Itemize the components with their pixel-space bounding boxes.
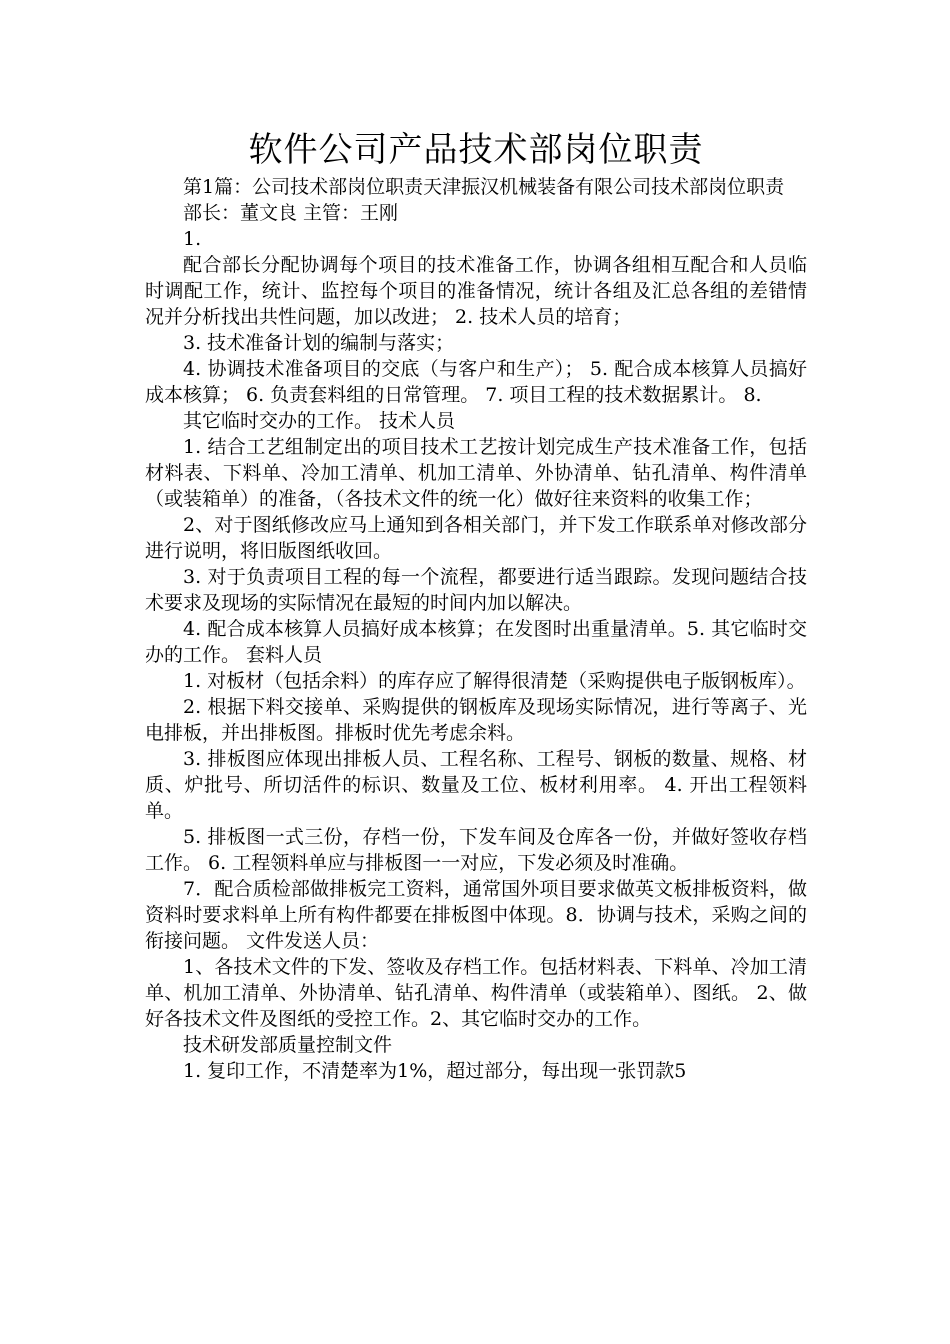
paragraph: 2. 根据下料交接单、采购提供的钢板库及现场实际情况，进行等离子、光电排板，并出排板图。排板时优先考虑余料。 — [145, 696, 807, 744]
paragraph: 技术研发部质量控制文件 — [183, 1034, 393, 1056]
paragraph: 2、对于图纸修改应马上通知到各相关部门，并下发工作联系单对修改部分进行说明，将旧版图纸收回。 — [145, 514, 807, 562]
paragraph: 1、各技术文件的下发、签收及存档工作。包括材料表、下料单、冷加工清单、机加工清单、外协清单、钻孔清单、构件清单（或装箱单）、图纸。 2、做好各技术文件及图纸的受控工作。2、其它临时交办的工作。 — [145, 956, 807, 1030]
paragraph: 1. 结合工艺组制定出的项目技术工艺按计划完成生产技术准备工作，包括材料表、下料单、冷加工清单、机加工清单、外协清单、钻孔清单、构件清单（或装箱单）的准备，（各技术文件的统一化）做好往来资料的收集工作； — [145, 436, 807, 510]
paragraph: 3. 技术准备计划的编制与落实； — [183, 332, 455, 354]
document-page — [145, 128, 807, 1084]
paragraph: 1. 对板材（包括余料）的库存应了解得很清楚（采购提供电子版钢板库）。 — [183, 670, 806, 692]
paragraph: 其它临时交办的工作。 技术人员 — [183, 410, 456, 432]
document-title: 软件公司产品技术部岗位职责 — [248, 130, 704, 170]
paragraph: 4. 配合成本核算人员搞好成本核算；在发图时出重量清单。5. 其它临时交办的工作。 套料人员 — [145, 618, 807, 666]
paragraph: 部长：董文良 主管：王刚 — [183, 202, 399, 224]
paragraph: 配合部长分配协调每个项目的技术准备工作，协调各组相互配合和人员临时调配工作，统计、监控每个项目的准备情况，统计各组及汇总各组的差错情况并分析找出共性问题，加以改进； 2. 技术人员的培育； — [145, 254, 807, 328]
paragraph: 4. 协调技术准备项目的交底（与客户和生产）； 5. 配合成本核算人员搞好成本核算； 6. 负责套料组的日常管理。 7. 项目工程的技术数据累计。 8. — [145, 358, 807, 406]
paragraph: 1. 复印工作，不清楚率为1%，超过部分，每出现一张罚款5 — [183, 1060, 687, 1082]
paragraph: 3. 排板图应体现出排板人员、工程名称、工程号、钢板的数量、规格、材质、炉批号、所切活件的标识、数量及工位、板材利用率。 4. 开出工程领料单。 — [145, 748, 807, 822]
paragraph: 第1篇：公司技术部岗位职责天津振汉机械装备有限公司技术部岗位职责 — [183, 176, 785, 198]
paragraph: 1. — [183, 228, 202, 250]
paragraph: 3. 对于负责项目工程的每一个流程，都要进行适当跟踪。发现问题结合技术要求及现场的实际情况在最短的时间内加以解决。 — [145, 566, 807, 614]
paragraph: 5. 排板图一式三份，存档一份，下发车间及仓库各一份，并做好签收存档工作。 6. 工程领料单应与排板图一一对应，下发必须及时准确。 — [145, 826, 807, 874]
paragraph: 7．配合质检部做排板完工资料，通常国外项目要求做英文板排板资料，做资料时要求料单上所有构件都要在排板图中体现。8．协调与技术，采购之间的衔接问题。 文件发送人员： — [145, 878, 807, 952]
